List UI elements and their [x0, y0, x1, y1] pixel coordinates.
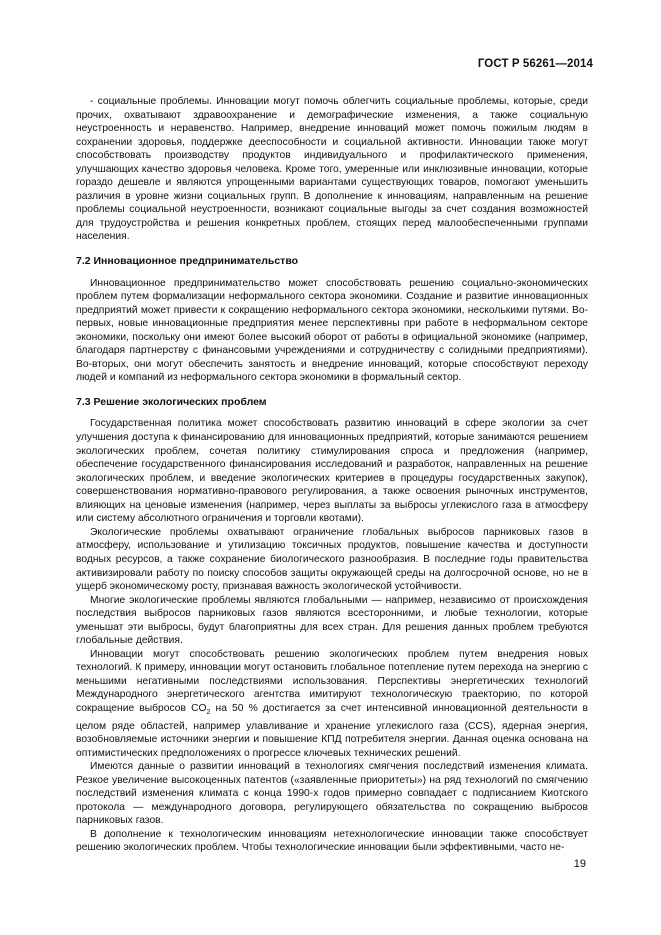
section-heading-7-2: 7.2 Инновационное предпринимательство: [76, 255, 299, 268]
page-content: [76, 95, 588, 855]
paragraph-ecological-problems: Экологические проблемы охватывают ограничение глобальных выбросов парниковых газов в атмосферу, использование и утилизацию токсичных продуктов, повышение качества и доступности водных ресурсов, а также сохранение биологического разнообразия. В последние годы правительства активизировали работу по поиску способов защиты окружающей среды на долгосрочной основе, но не в ущерб экономическому росту, признавая важность экологической устойчивости.: [76, 526, 588, 593]
paragraph-innovative-entrepreneurship: Инновационное предпринимательство может способствовать решению социально-экономических проблем путем формализации неформального сектора экономики. Создание и развитие инновационных предприятий может привести к сокращению неформального сектора экономики, несколькими путями. Во-первых, новые инновационные предприятия менее перспективны при работе в неформальном секторе экономики, поскольку они имеют более высокий оборот от работы в официальной экономике (например, благодаря партнерству с финансовыми учреждениями и сотрудничеству с солидными предприятиями). Во-вторых, они могут обеспечить занятость и внедрение инноваций, которые способствуют переходу людей и компаний из неформального сектора экономики в формальный сектор.: [76, 277, 588, 384]
paragraph-global-problems: Многие экологические проблемы являются глобальными — например, независимо от происхождения последствия выбросов парниковых газов являются всесторонними, и любые технологии, которые уменьшат эти выбросы, будут благоприятны для всех стран. Для решения данных проблем требуются глобальные действия.: [76, 594, 588, 647]
paragraph-climate-patents: Имеются данные о развитии инноваций в технологиях смягчения последствий изменения климата. Резкое увеличение высокоценных патентов («заявленные приоритеты») на ряд технологий по смягчению последствий изменения климата с конца 1990-х годов примерно совпадает с подписанием Киотского протокола — международного договора, регулирующего обязательства по сокращению выбросов парниковых газов.: [76, 761, 588, 827]
page-number: 19: [573, 858, 586, 870]
section-heading-7-3: 7.3 Решение экологических проблем: [76, 395, 267, 408]
co2-subscript: 2: [206, 709, 211, 717]
co2-text-before: Инновации могут способствовать решению экологических проблем путем внедрения новых технологий. К примеру, инновации могут остановить глобальное потепление путем перехода на энергию с меньшими негативными последствиями использования. Перспективы энергетических технологий Международного энергетического агентства имитируют технологическую траекторию, по которой сокращение выбросов CO: [76, 648, 588, 714]
standard-header: ГОСТ Р 56261—2014: [477, 58, 593, 70]
paragraph-state-policy: Государственная политика может способствовать развитию инноваций в сфере экологии за счет улучшения доступа к финансированию для инновационных предприятий, которые занимаются решением экологических проблем, сочетая политику стимулирования спроса и предложения (например, обеспечение государственного финансирования исследований и разработок, направленных на решение экологических проблем, и введение экологических критериев в процедуры государственных закупок), совершенствования нормативно-правового регулирования, а также освоения рыночных инструментов, влияющих на ценовые изменения (например, через выплаты за выбросы углекислого газа в атмосферу или систему абсолютного ограничения и торговли квотами).: [76, 418, 588, 525]
co2-text-after: на 50 % достигается за счет интенсивной инновационной деятельности в целом ряде областей, например улавливание и хранение углекислого газа (CCS), ядерная энергия, возобновляемые источники энергии и повышение КПД потребителя энергии. Данная оценка основана на оптимистических предположениях о прогрессе ключевых технических решений.: [76, 702, 589, 759]
paragraph-social-problems: - социальные проблемы. Инновации могут помочь облегчить социальные проблемы, которые, среди прочих, охватывают здравоохранение и демографические изменения, а также социальную неустроенность и неравенство. Например, внедрение инноваций может помочь пожилым людям в сохранении здоровья, поддержке дееспособности и социальной активности. Инновации также могут способствовать производству продуктов индивидуального и профилактического применения, улучшающих качество здоровья человека. Кроме того, умеренные или инклюзивные инновации, которые гораздо дешевле и являются упрощенными вариантами существующих товаров, помогают уменьшить различия в уровне жизни социальных групп. В дополнение к инновациям, направленным на решение проблемы социальной неустроенности, возникают социальные выгоды за счет создания возможностей для трудоустройства и решения конкретных проблем, стоящих перед малообеспеченными группами населения.: [76, 96, 588, 243]
paragraph-new-technologies: [76, 648, 588, 760]
paragraph-nontechnological: В дополнение к технологическим инновациям нетехнологические инновации также способствует решению экологических проблем. Чтобы технологические инновации были эффективными, часто не-: [76, 828, 588, 854]
